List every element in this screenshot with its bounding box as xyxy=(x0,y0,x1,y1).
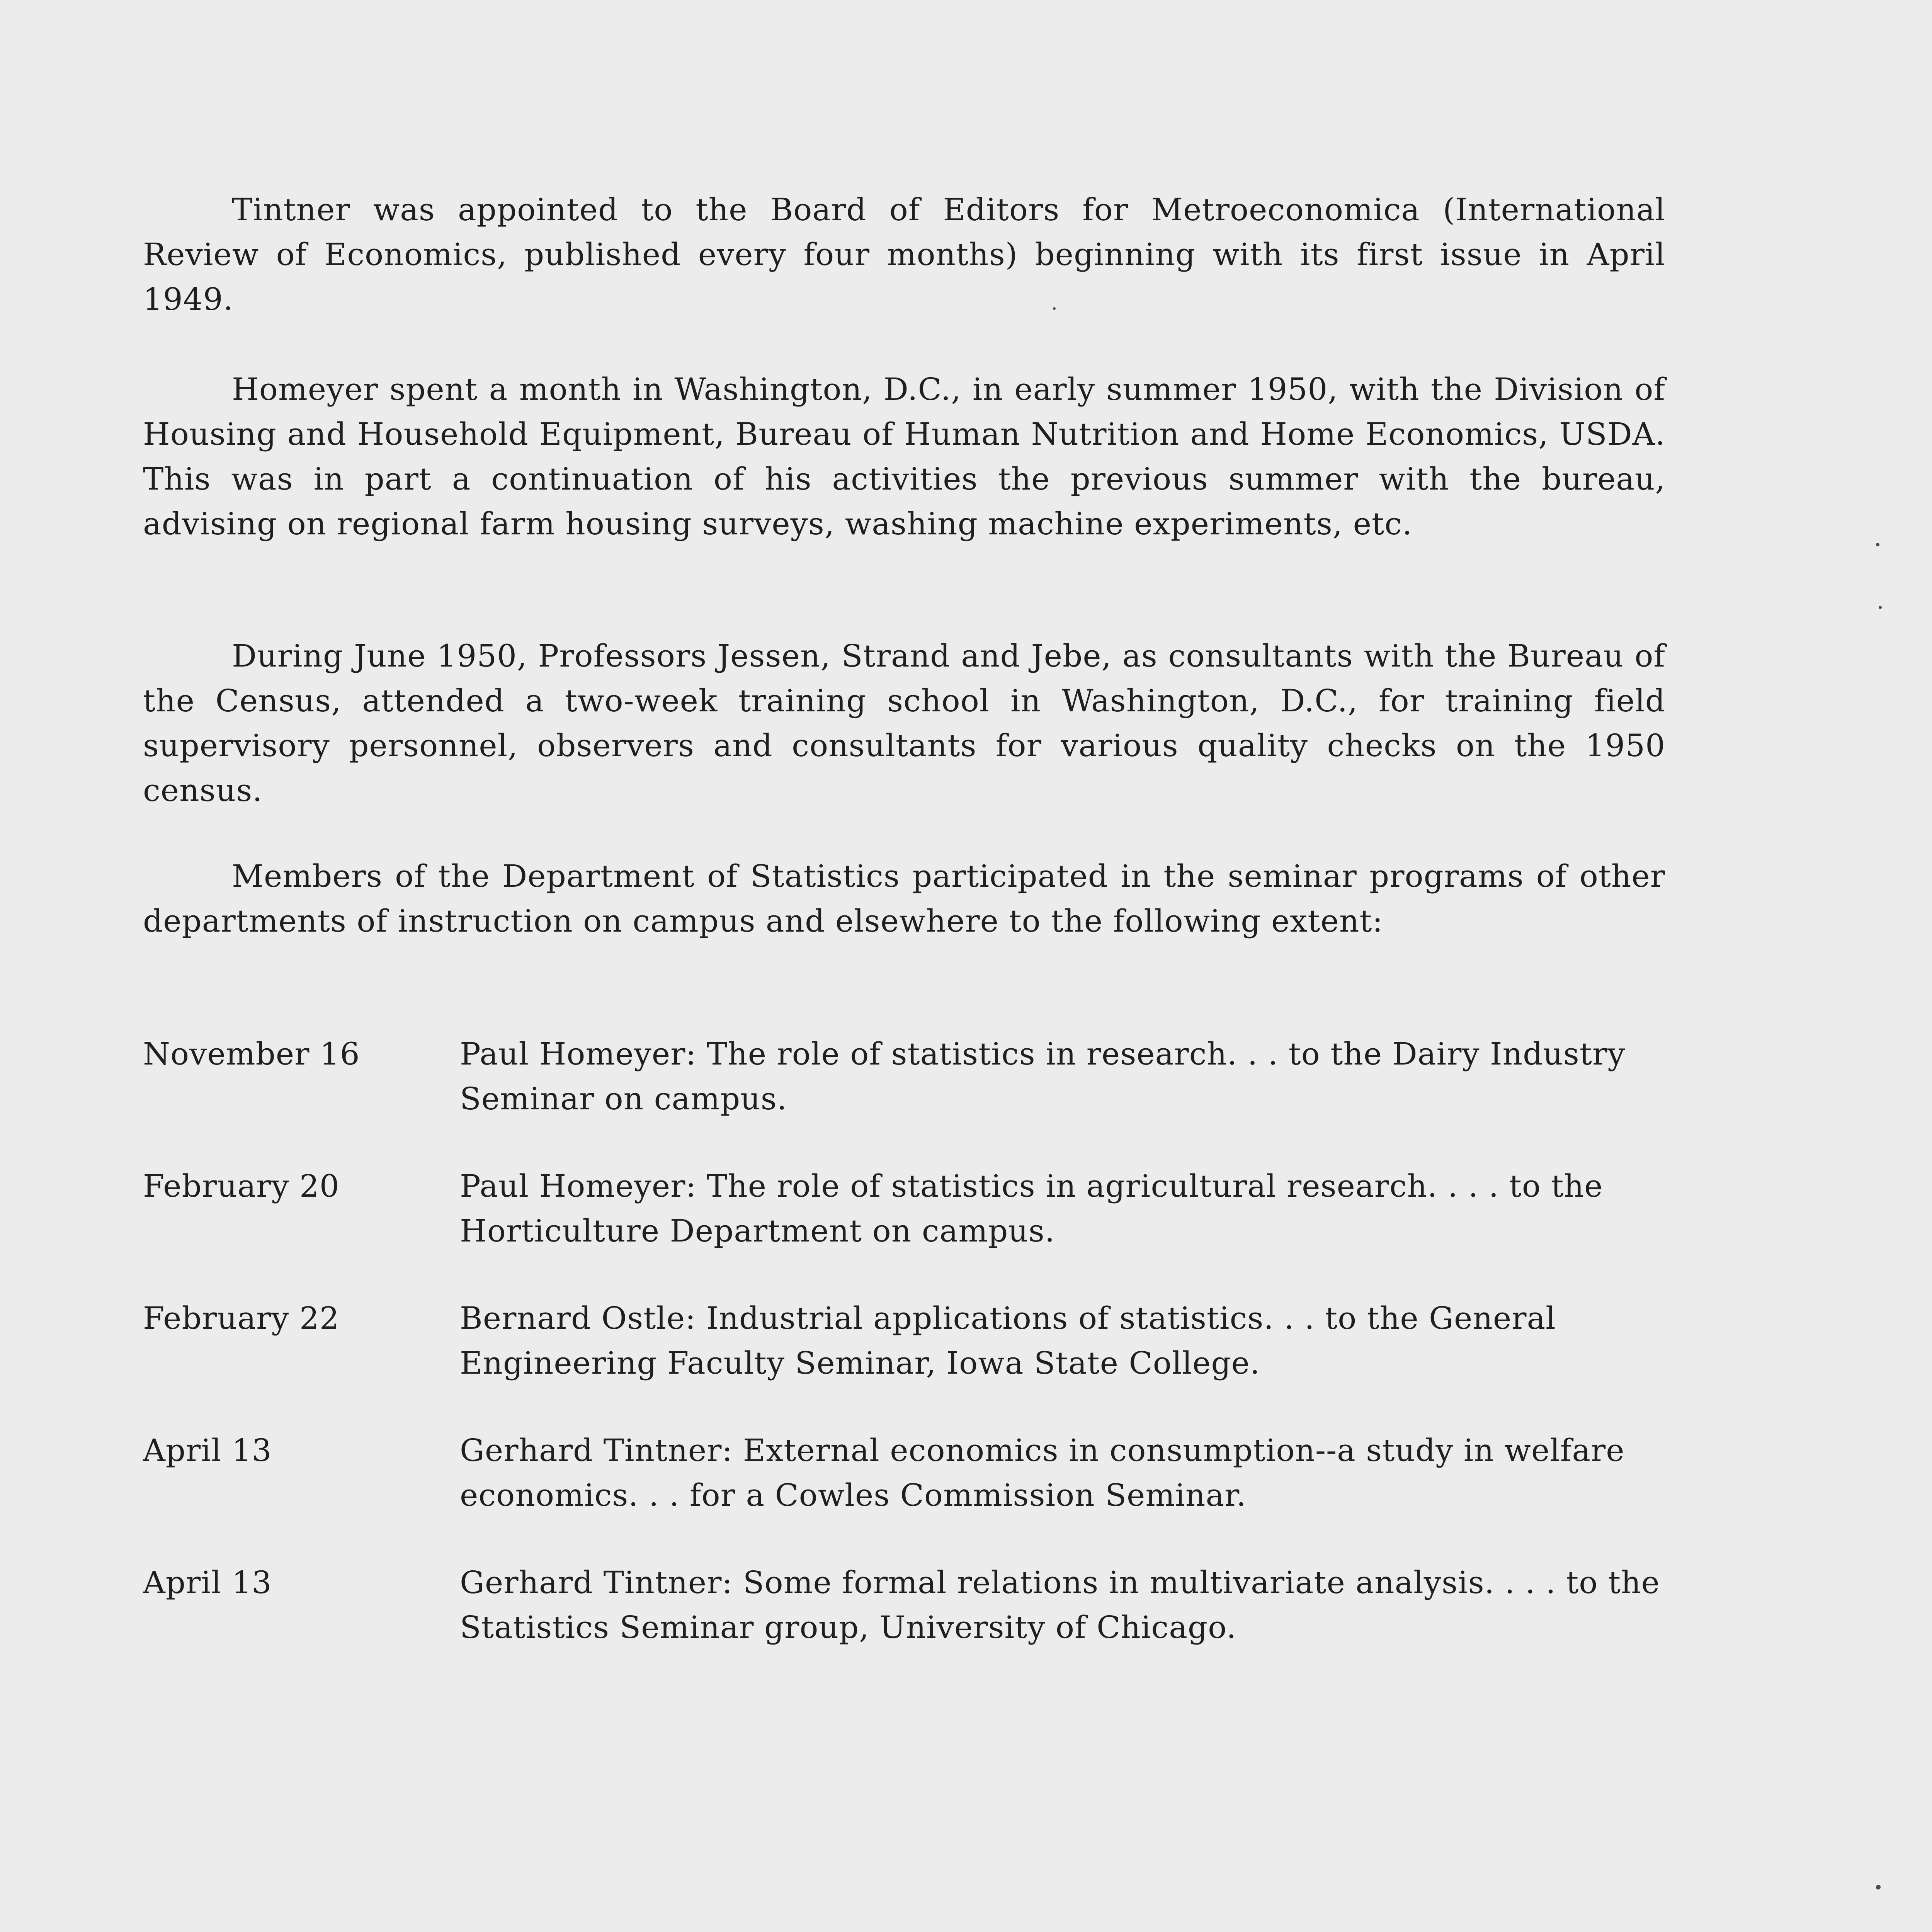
paragraph-seminar-intro: Members of the Department of Statistics participated in the seminar programs of other departments of instruction on campus and elsewhere to the following extent: xyxy=(143,858,1665,939)
seminar-date: November 16 xyxy=(143,1036,360,1072)
scan-speck xyxy=(1879,606,1882,609)
seminar-entry xyxy=(143,1032,1708,1121)
seminar-description: Gerhard Tintner: Some formal relations in multivariate analysis. . . . to the Statistics Seminar group, University of Chicago. xyxy=(460,1565,1660,1645)
seminar-entry xyxy=(143,1428,1708,1518)
seminar-date: February 20 xyxy=(143,1168,340,1204)
seminar-description: Gerhard Tintner: External economics in consumption--a study in welfare economics. . . for a Cowles Commission Seminar. xyxy=(460,1432,1625,1513)
seminar-list xyxy=(143,1032,1708,1692)
seminar-description: Bernard Ostle: Industrial applications of statistics. . . to the General Engineering Faculty Seminar, Iowa State College. xyxy=(460,1300,1556,1381)
paragraph-census-training: During June 1950, Professors Jessen, Strand and Jebe, as consultants with the Bureau of the Census, attended a two-week training school in Washington, D.C., for training field supervisory personnel, observers and consultants for various quality checks on the 1950 census. xyxy=(143,638,1665,808)
paragraph-homeyer-washington: Homeyer spent a month in Washington, D.C., in early summer 1950, with the Division of Housing and Household Equipment, Bureau of Human Nutrition and Home Economics, USDA. This was in part a continuation of his activities the previous summer with the bureau, advising on regional farm housing surveys, washing machine experiments, etc. xyxy=(143,371,1665,542)
seminar-date: February 22 xyxy=(143,1300,340,1336)
seminar-description: Paul Homeyer: The role of statistics in agricultural research. . . . to the Horticulture Department on campus. xyxy=(460,1168,1603,1249)
seminar-description: Paul Homeyer: The role of statistics in research. . . to the Dairy Industry Seminar on campus. xyxy=(460,1036,1626,1117)
scan-speck xyxy=(1876,543,1879,546)
seminar-date: April 13 xyxy=(143,1432,272,1468)
seminar-entry xyxy=(143,1560,1708,1650)
seminar-entry xyxy=(143,1296,1708,1386)
seminar-entry xyxy=(143,1164,1708,1253)
seminar-date: April 13 xyxy=(143,1565,272,1600)
scan-speck xyxy=(1876,1885,1881,1889)
paragraph-tintner-appointment: Tintner was appointed to the Board of Editors for Metroeconomica (International Review of Economics, published every four months) beginning with its first issue in April 1949. xyxy=(143,192,1665,317)
